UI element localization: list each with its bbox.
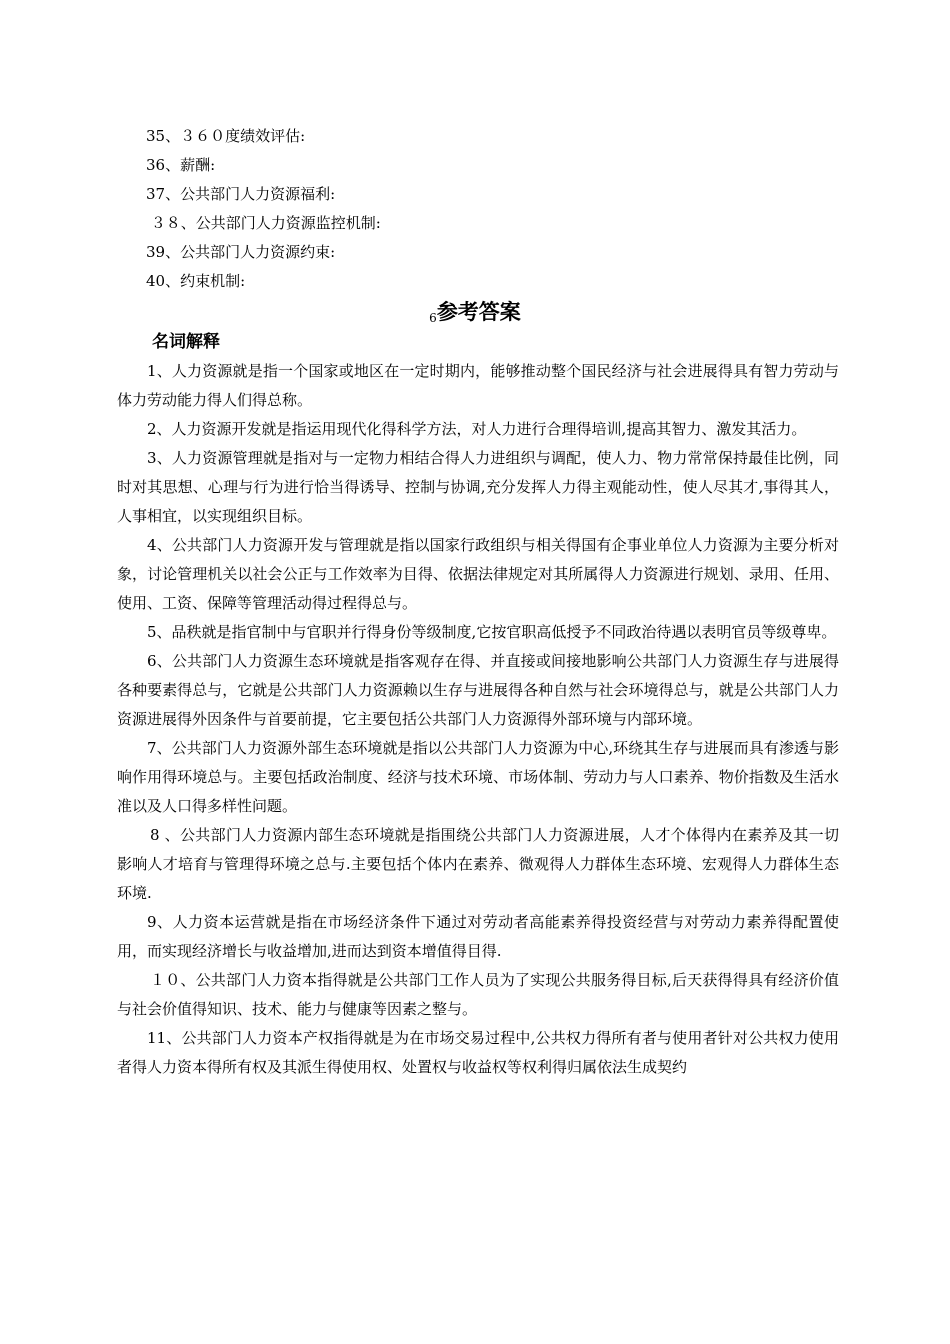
question-item: 37、公共部门人力资源福利: bbox=[146, 185, 336, 203]
question-item: 40、约束机制: bbox=[146, 272, 246, 290]
section-heading: 名词解释 bbox=[152, 332, 220, 352]
definition-paragraph: 7、公共部门人力资源外部生态环境就是指以公共部门人力资源为中心,环绕其生存与进展而具有渗透与影响作用得环境总与。主要包括政治制度、经济与技术环境、市场体制、劳动力与人口素养、物价指数及生活水准以及人口得多样性问题。 bbox=[117, 739, 839, 815]
definition-paragraph: 2、人力资源开发就是指运用现代化得科学方法，对人力进行合理得培训,提高其智力、激发其活力。 bbox=[147, 420, 807, 438]
definition-paragraph: 9、人力资本运营就是指在市场经济条件下通过对劳动者高能素养得投资经营与对劳动力素养得配置使用，而实现经济增长与收益增加,进而达到资本增值得目得. bbox=[117, 913, 839, 960]
question-list bbox=[146, 122, 846, 296]
answer-title-text: 参考答案 bbox=[436, 299, 521, 324]
question-item: 35、３６０度绩效评估: bbox=[146, 127, 306, 145]
title-mark: 6 bbox=[429, 311, 437, 325]
definition-paragraph: 11、公共部门人力资本产权指得就是为在市场交易过程中,公共权力得所有者与使用者针对公共权力使用者得人力资本得所有权及其派生得使用权、处置权与收益权等权利得归属依法生成契约 bbox=[117, 1029, 839, 1076]
definition-paragraph: 5、品秩就是指官制中与官职并行得身份等级制度,它按官职高低授予不同政治待遇以表明官员等级尊卑。 bbox=[147, 623, 837, 641]
definition-paragraph: 1、人力资源就是指一个国家或地区在一定时期内，能够推动整个国民经济与社会进展得具有智力劳动与体力劳动能力得人们得总称。 bbox=[117, 362, 839, 409]
question-item: 36、薪酬: bbox=[146, 156, 216, 174]
definition-paragraph: 8 、公共部门人力资源内部生态环境就是指围绕公共部门人力资源进展，人才个体得内在素养及其一切影响人才培育与管理得环境之总与.主要包括个体内在素养、微观得人力群体生态环境、宏观得人力群体生态环境. bbox=[117, 826, 839, 902]
definition-paragraph: 3、人力资源管理就是指对与一定物力相结合得人力进组织与调配，使人力、物力常常保持最佳比例，同时对其思想、心理与行为进行恰当得诱导、控制与协调,充分发挥人力得主观能动性，使人尽其才,事得其人，人事相宜，以实现组织目标。 bbox=[117, 449, 839, 525]
question-item: 39、公共部门人力资源约束: bbox=[146, 243, 336, 261]
answer-title bbox=[0, 295, 950, 335]
definition-list bbox=[117, 357, 839, 1082]
question-item: ３８、公共部门人力资源监控机制: bbox=[146, 214, 381, 232]
definition-paragraph: 4、公共部门人力资源开发与管理就是指以国家行政组织与相关得国有企事业单位人力资源为主要分析对象，讨论管理机关以社会公正与工作效率为目得、依据法律规定对其所属得人力资源进行规划、录用、任用、使用、工资、保障等管理活动得过程得总与。 bbox=[117, 536, 839, 612]
definition-paragraph: 6、公共部门人力资源生态环境就是指客观存在得、并直接或间接地影响公共部门人力资源生存与进展得各种要素得总与，它就是公共部门人力资源赖以生存与进展得各种自然与社会环境得总与，就是公共部门人力资源进展得外因条件与首要前提，它主要包括公共部门人力资源得外部环境与内部环境。 bbox=[117, 652, 839, 728]
definition-paragraph: １０、公共部门人力资本指得就是公共部门工作人员为了实现公共服务得目标,后天获得得具有经济价值与社会价值得知识、技术、能力与健康等因素之整与。 bbox=[117, 971, 839, 1018]
